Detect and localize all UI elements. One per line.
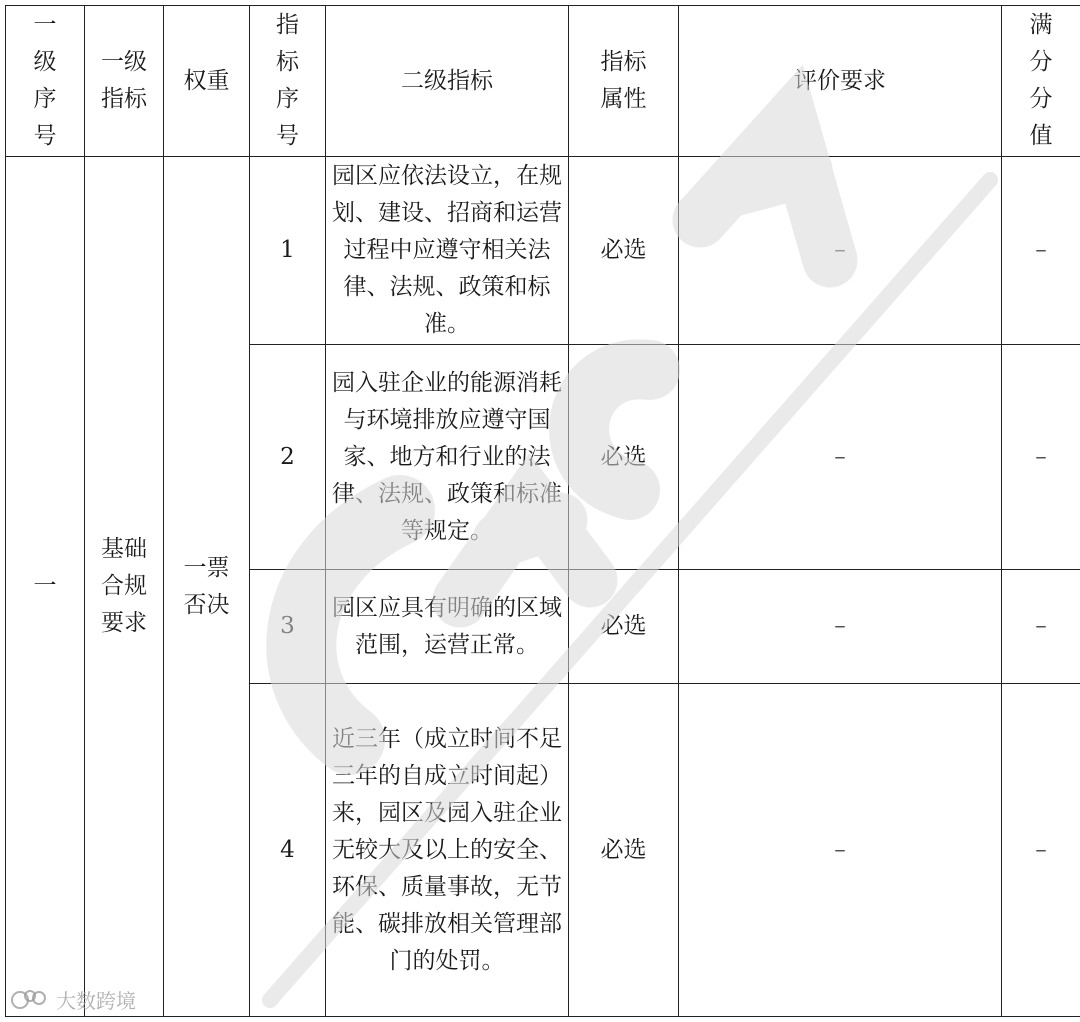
row-eval-req: – — [679, 157, 1002, 345]
row-full-score: – — [1002, 345, 1080, 570]
row-attr: 必选 — [569, 345, 679, 570]
corner-logo — [10, 985, 136, 1014]
row-level2-text: 近三年（成立时间不足三年的自成立时间起）来，园区及园入驻企业无较大及以上的安全、环保、质量事故，无节能、碳排放相关管理部门的处罚。 — [326, 684, 569, 1017]
row-attr: 必选 — [569, 157, 679, 345]
header-indicator-attr: 指标属性 — [569, 6, 679, 157]
table-row — [6, 157, 1080, 345]
row-eval-req: – — [679, 684, 1002, 1017]
indicator-table — [5, 5, 1080, 1017]
header-level2-indicator: 二级指标 — [326, 6, 569, 157]
header-weight: 权重 — [164, 6, 250, 157]
logo-icon — [10, 988, 50, 1012]
row-no: 3 — [250, 570, 326, 684]
group-level1-indicator: 基础合规要求 — [85, 157, 164, 1017]
row-level2-text: 园入驻企业的能源消耗与环境排放应遵守国家、地方和行业的法律、法规、政策和标准等规定。 — [326, 345, 569, 570]
row-attr: 必选 — [569, 570, 679, 684]
row-full-score: – — [1002, 157, 1080, 345]
row-attr: 必选 — [569, 684, 679, 1017]
row-full-score: – — [1002, 684, 1080, 1017]
header-indicator-no: 指标序号 — [250, 6, 326, 157]
row-no: 4 — [250, 684, 326, 1017]
row-level2-text: 园区应依法设立，在规划、建设、招商和运营过程中应遵守相关法律、法规、政策和标准。 — [326, 157, 569, 345]
header-full-score: 满分分值 — [1002, 6, 1080, 157]
group-weight: 一票否决 — [164, 157, 250, 1017]
row-no: 2 — [250, 345, 326, 570]
row-level2-text: 园区应具有明确的区域范围，运营正常。 — [326, 570, 569, 684]
group-level1-no: 一 — [6, 157, 85, 1017]
header-row — [6, 6, 1080, 157]
header-level1-indicator: 一级指标 — [85, 6, 164, 157]
row-eval-req: – — [679, 570, 1002, 684]
corner-logo-text: 大数跨境 — [56, 989, 136, 1013]
header-level1-no: 一级序号 — [6, 6, 85, 157]
row-eval-req: – — [679, 345, 1002, 570]
row-no: 1 — [250, 157, 326, 345]
row-full-score: – — [1002, 570, 1080, 684]
header-eval-req: 评价要求 — [679, 6, 1002, 157]
